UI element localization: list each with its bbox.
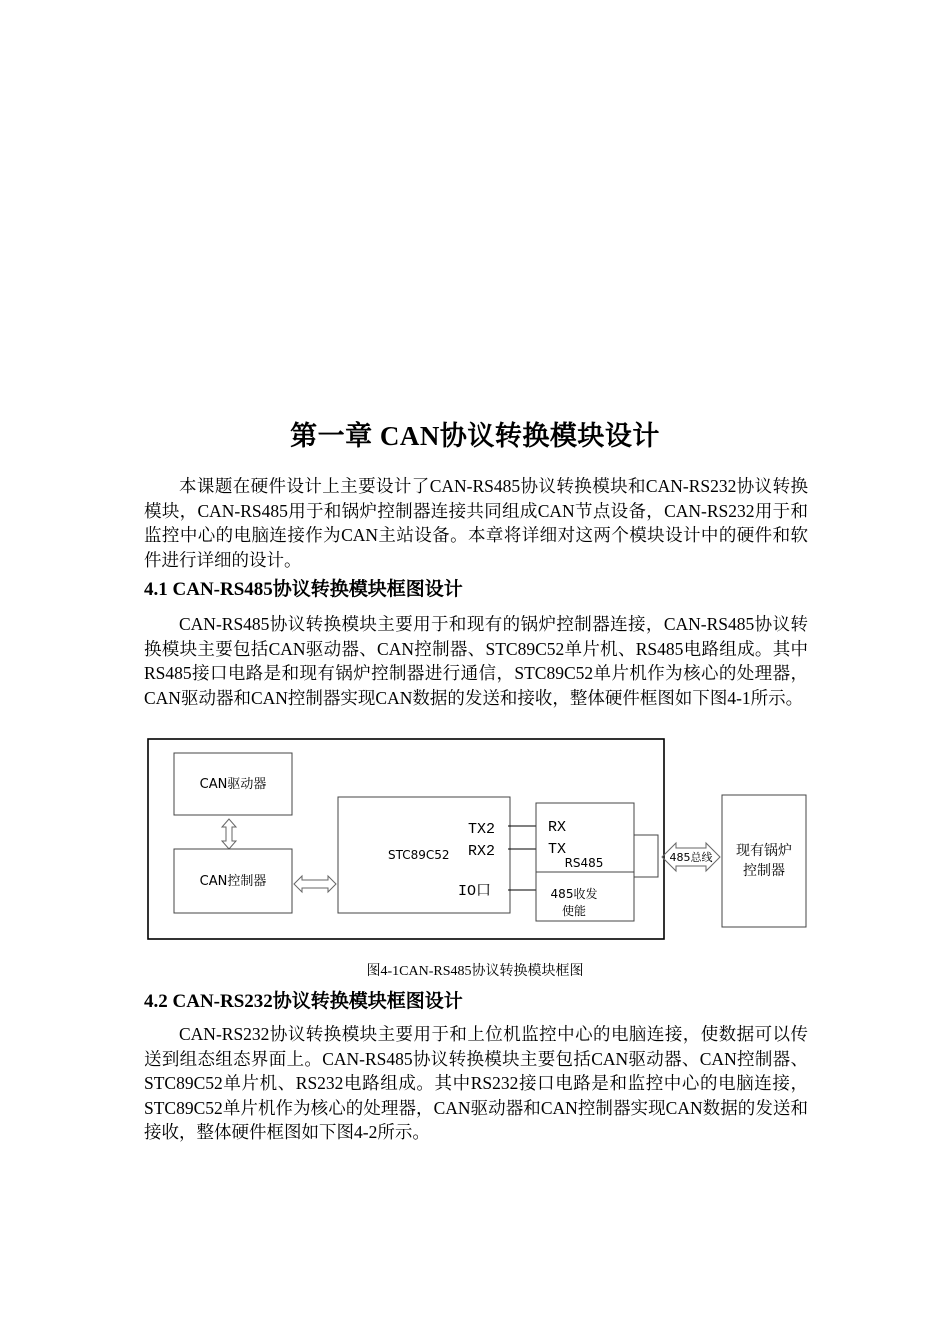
- can-driver-label: CAN驱动器: [199, 777, 267, 792]
- io-port-label: IO口: [458, 883, 492, 900]
- section-4-1-body: CAN-RS485协议转换模块主要用于和现有的锅炉控制器连接，CAN-RS485协议转换模块主要包括CAN驱动器、CAN控制器、STC89C52单片机、RS485电路组成。其中RS485接口电路是和现有锅炉控制器进行通信，STC89C52单片机作为核心的处理器，CAN驱动器和CAN控制器实现CAN数据的发送和接收，整体硬件框图如下图4-1所示。: [144, 614, 808, 708]
- enable-label-line2: 使能: [561, 904, 587, 918]
- section-4-2-heading: 4.2 CAN-RS232协议转换模块框图设计: [144, 991, 463, 1012]
- section-4-1-heading: 4.1 CAN-RS485协议转换模块框图设计: [144, 579, 463, 600]
- bus-label: 485总线: [669, 851, 713, 864]
- chapter-title: 第一章 CAN协议转换模块设计: [290, 421, 660, 451]
- mcu-label: STC89C52: [388, 848, 450, 862]
- block-diagram-4-1: [140, 735, 820, 945]
- driver-controller-arrow: [222, 819, 236, 849]
- rx-label: RX: [548, 819, 567, 836]
- figure-caption: 图4-1CAN-RS485协议转换模块框图: [366, 964, 584, 979]
- tx2-label: TX2: [468, 821, 496, 838]
- rx2-label: RX2: [468, 843, 496, 860]
- controller-mcu-arrow: [294, 876, 336, 892]
- intro-paragraph: 本课题在硬件设计上主要设计了CAN-RS485协议转换模块和CAN-RS232协议转换模块，CAN-RS485用于和锅炉控制器连接共同组成CAN节点设备，CAN-RS232用于和监控中心的电脑连接作为CAN主站设备。本章将详细对这两个模块设计中的硬件和软件进行详细的设计。: [144, 476, 808, 570]
- enable-label-line1: 485收发: [550, 887, 598, 901]
- rs485-label: RS485: [564, 856, 604, 870]
- tx-label: TX: [548, 841, 567, 858]
- boiler-label-line1: 现有锅炉: [736, 843, 792, 859]
- boiler-label-line2: 控制器: [743, 863, 785, 879]
- boiler-controller-box: [722, 795, 806, 927]
- can-controller-label: CAN控制器: [199, 874, 267, 889]
- bus-connector: [634, 835, 658, 877]
- section-4-2-body: CAN-RS232协议转换模块主要用于和上位机监控中心的电脑连接，使数据可以传送到组态组态界面上。CAN-RS485协议转换模块主要包括CAN驱动器、CAN控制器、STC89C52单片机、RS232电路组成。其中RS232接口电路是和监控中心的电脑连接，STC89C52单片机作为核心的处理器，CAN驱动器和CAN控制器实现CAN数据的发送和接收，整体硬件框图如下图4-2所示。: [144, 1024, 808, 1142]
